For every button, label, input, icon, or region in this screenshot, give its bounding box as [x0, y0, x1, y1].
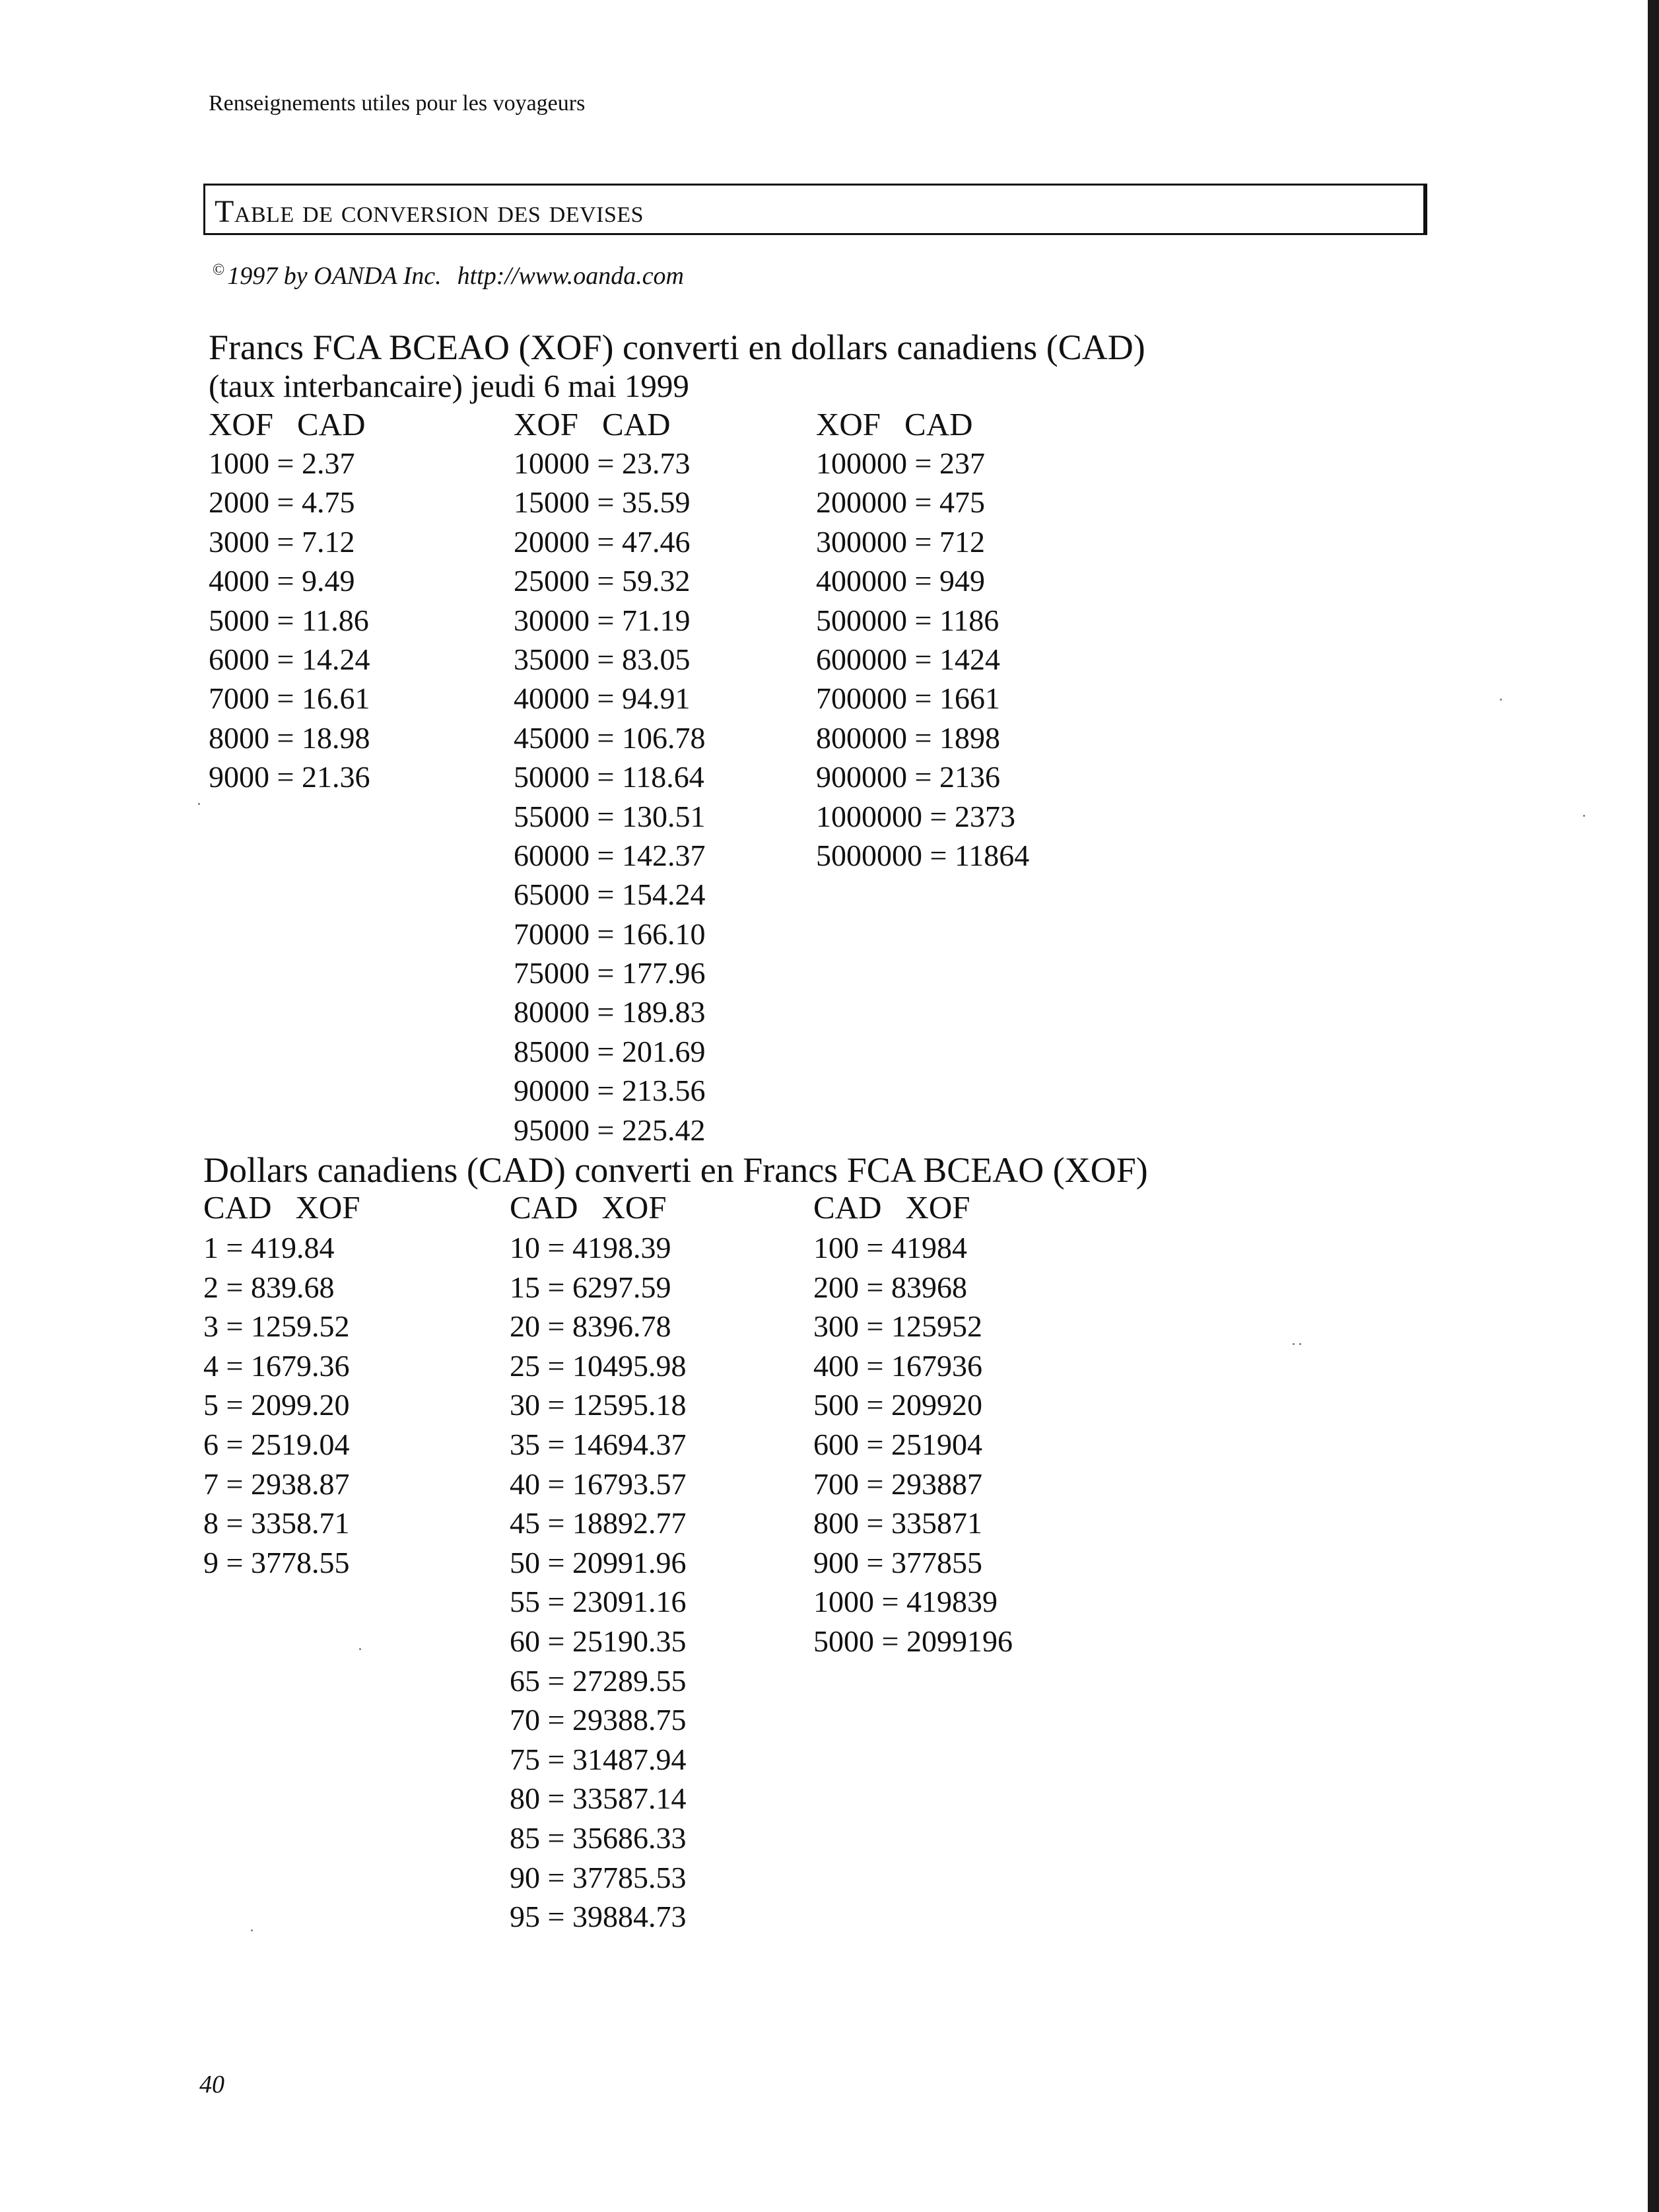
copyright-text: 1997 by OANDA Inc.: [227, 262, 442, 290]
conversion-row: 800 = 335871: [813, 1506, 982, 1540]
col-header-from: XOF: [816, 406, 881, 442]
conversion-row: 2 = 839.68: [203, 1270, 335, 1304]
section2-col3-list: [813, 1228, 1013, 1661]
running-head: Renseignements utiles pour les voyageurs: [209, 91, 586, 116]
conversion-row: 700000 = 1661: [816, 681, 1000, 716]
conversion-row: 25 = 10495.98: [510, 1348, 687, 1383]
conversion-row: 10 = 4198.39: [510, 1231, 671, 1264]
conversion-row: 20 = 8396.78: [510, 1309, 671, 1344]
conversion-row: 8000 = 18.98: [209, 720, 370, 755]
conversion-row: 50 = 20991.96: [510, 1545, 687, 1579]
col-header-from: XOF: [209, 406, 274, 442]
conversion-row: 45 = 18892.77: [510, 1506, 687, 1540]
conversion-row: 5000 = 2099196: [813, 1624, 1013, 1658]
col-header-to: XOF: [295, 1189, 360, 1226]
section1-col3-header: [816, 405, 973, 443]
conversion-row: 5000 = 11.86: [209, 603, 369, 637]
col-header-to: XOF: [601, 1189, 667, 1226]
col-header-to: XOF: [905, 1189, 970, 1226]
scan-speck: [359, 1648, 361, 1650]
conversion-row: 900000 = 2136: [816, 760, 1000, 794]
conversion-row: 8 = 3358.71: [203, 1506, 350, 1540]
conversion-row: 90 = 37785.53: [510, 1860, 687, 1894]
conversion-row: 60 = 25190.35: [510, 1624, 687, 1658]
conversion-row: 15 = 6297.59: [510, 1270, 671, 1304]
conversion-row: 30 = 12595.18: [510, 1388, 687, 1422]
scan-speck: [1500, 699, 1502, 701]
col-header-to: CAD: [297, 406, 366, 442]
conversion-row: 80000 = 189.83: [514, 995, 706, 1029]
conversion-row: 7 = 2938.87: [203, 1467, 350, 1501]
section1-col1-header: [209, 405, 366, 443]
col-header-to: CAD: [602, 406, 671, 442]
copyright-mark: ©: [213, 261, 225, 279]
conversion-row: 90000 = 213.56: [514, 1074, 706, 1108]
page-edge-shadow: [1648, 0, 1659, 2212]
conversion-row: 400 = 167936: [813, 1348, 982, 1383]
conversion-row: 35 = 14694.37: [510, 1427, 687, 1461]
conversion-row: 50000 = 118.64: [514, 760, 704, 794]
section2-title: Dollars canadiens (CAD) converti en Francs FCA BCEAO (XOF): [203, 1150, 1148, 1190]
conversion-row: 5000000 = 11864: [816, 838, 1030, 872]
title-box: [203, 184, 1427, 235]
conversion-row: 4000 = 9.49: [209, 564, 355, 598]
conversion-row: 100000 = 237: [816, 446, 985, 480]
conversion-row: 35000 = 83.05: [514, 642, 691, 676]
conversion-row: 4 = 1679.36: [203, 1348, 350, 1383]
conversion-row: 10000 = 23.73: [514, 446, 691, 480]
conversion-row: 45000 = 106.78: [514, 720, 706, 755]
conversion-row: 500 = 209920: [813, 1388, 982, 1422]
copyright-url: http://www.oanda.com: [457, 262, 685, 290]
section1-title: Francs FCA BCEAO (XOF) converti en dollars canadiens (CAD): [209, 328, 1145, 367]
conversion-row: 70000 = 166.10: [514, 916, 706, 951]
conversion-row: 95 = 39884.73: [510, 1900, 687, 1934]
conversion-row: 6 = 2519.04: [203, 1427, 350, 1461]
conversion-row: 5 = 2099.20: [203, 1388, 350, 1422]
conversion-row: 40 = 16793.57: [510, 1467, 687, 1501]
conversion-row: 20000 = 47.46: [514, 524, 691, 559]
conversion-row: 500000 = 1186: [816, 603, 999, 637]
scan-speck: [198, 803, 200, 805]
conversion-row: 80 = 33587.14: [510, 1781, 687, 1816]
conversion-row: 6000 = 14.24: [209, 642, 370, 676]
section1-subtitle: (taux interbancaire) jeudi 6 mai 1999: [209, 368, 689, 404]
col-header-to: CAD: [904, 406, 973, 442]
conversion-row: 1 = 419.84: [203, 1231, 335, 1264]
conversion-row: 300000 = 712: [816, 524, 985, 559]
conversion-row: 700 = 293887: [813, 1467, 982, 1501]
section2-col2-header: [510, 1189, 667, 1226]
col-header-from: CAD: [813, 1189, 882, 1226]
copyright-line: [213, 261, 684, 291]
section1-col1-list: [209, 444, 370, 797]
conversion-row: 1000000 = 2373: [816, 799, 1015, 833]
conversion-row: 55 = 23091.16: [510, 1585, 687, 1619]
conversion-row: 7000 = 16.61: [209, 681, 370, 716]
col-header-from: XOF: [514, 406, 579, 442]
conversion-row: 55000 = 130.51: [514, 799, 706, 833]
conversion-row: 15000 = 35.59: [514, 485, 691, 520]
conversion-row: 200000 = 475: [816, 485, 985, 520]
col-header-from: CAD: [510, 1189, 578, 1226]
conversion-row: 200 = 83968: [813, 1270, 967, 1304]
conversion-row: 3 = 1259.52: [203, 1309, 350, 1344]
scan-speck: [1583, 815, 1585, 817]
col-header-from: CAD: [203, 1189, 272, 1226]
conversion-row: 400000 = 949: [816, 564, 985, 598]
conversion-row: 85000 = 201.69: [514, 1034, 706, 1068]
scan-speck: [1293, 1343, 1295, 1345]
conversion-row: 1000 = 419839: [813, 1585, 998, 1619]
section2-col1-list: [203, 1228, 349, 1582]
section2-col2-list: [510, 1228, 686, 1937]
conversion-row: 25000 = 59.32: [514, 564, 691, 598]
conversion-row: 75000 = 177.96: [514, 956, 706, 990]
section1-col3-list: [816, 444, 1029, 875]
conversion-row: 70 = 29388.75: [510, 1703, 687, 1737]
conversion-row: 30000 = 71.19: [514, 603, 691, 637]
conversion-row: 300 = 125952: [813, 1309, 982, 1344]
conversion-row: 3000 = 7.12: [209, 524, 355, 559]
section1-col2-list: [514, 444, 705, 1150]
conversion-row: 600 = 251904: [813, 1427, 982, 1461]
conversion-row: 65000 = 154.24: [514, 878, 706, 912]
page-number: 40: [199, 2071, 224, 2098]
page-title: Table de conversion des devises: [215, 194, 644, 229]
section2-col1-header: [203, 1189, 360, 1226]
conversion-row: 95000 = 225.42: [514, 1113, 706, 1147]
conversion-row: 100 = 41984: [813, 1231, 967, 1264]
conversion-row: 800000 = 1898: [816, 720, 1000, 755]
section2-col3-header: [813, 1189, 970, 1226]
conversion-row: 85 = 35686.33: [510, 1820, 687, 1855]
scan-speck: [251, 1929, 253, 1931]
conversion-row: 75 = 31487.94: [510, 1742, 687, 1776]
conversion-row: 40000 = 94.91: [514, 681, 691, 716]
conversion-row: 9000 = 21.36: [209, 760, 370, 794]
conversion-row: 600000 = 1424: [816, 642, 1000, 676]
conversion-row: 60000 = 142.37: [514, 838, 706, 872]
section1-col2-header: [514, 405, 671, 443]
scan-speck: [1299, 1343, 1301, 1345]
conversion-row: 1000 = 2.37: [209, 446, 355, 480]
conversion-row: 65 = 27289.55: [510, 1663, 687, 1698]
conversion-row: 2000 = 4.75: [209, 485, 355, 520]
conversion-row: 900 = 377855: [813, 1545, 982, 1579]
conversion-row: 9 = 3778.55: [203, 1545, 350, 1579]
